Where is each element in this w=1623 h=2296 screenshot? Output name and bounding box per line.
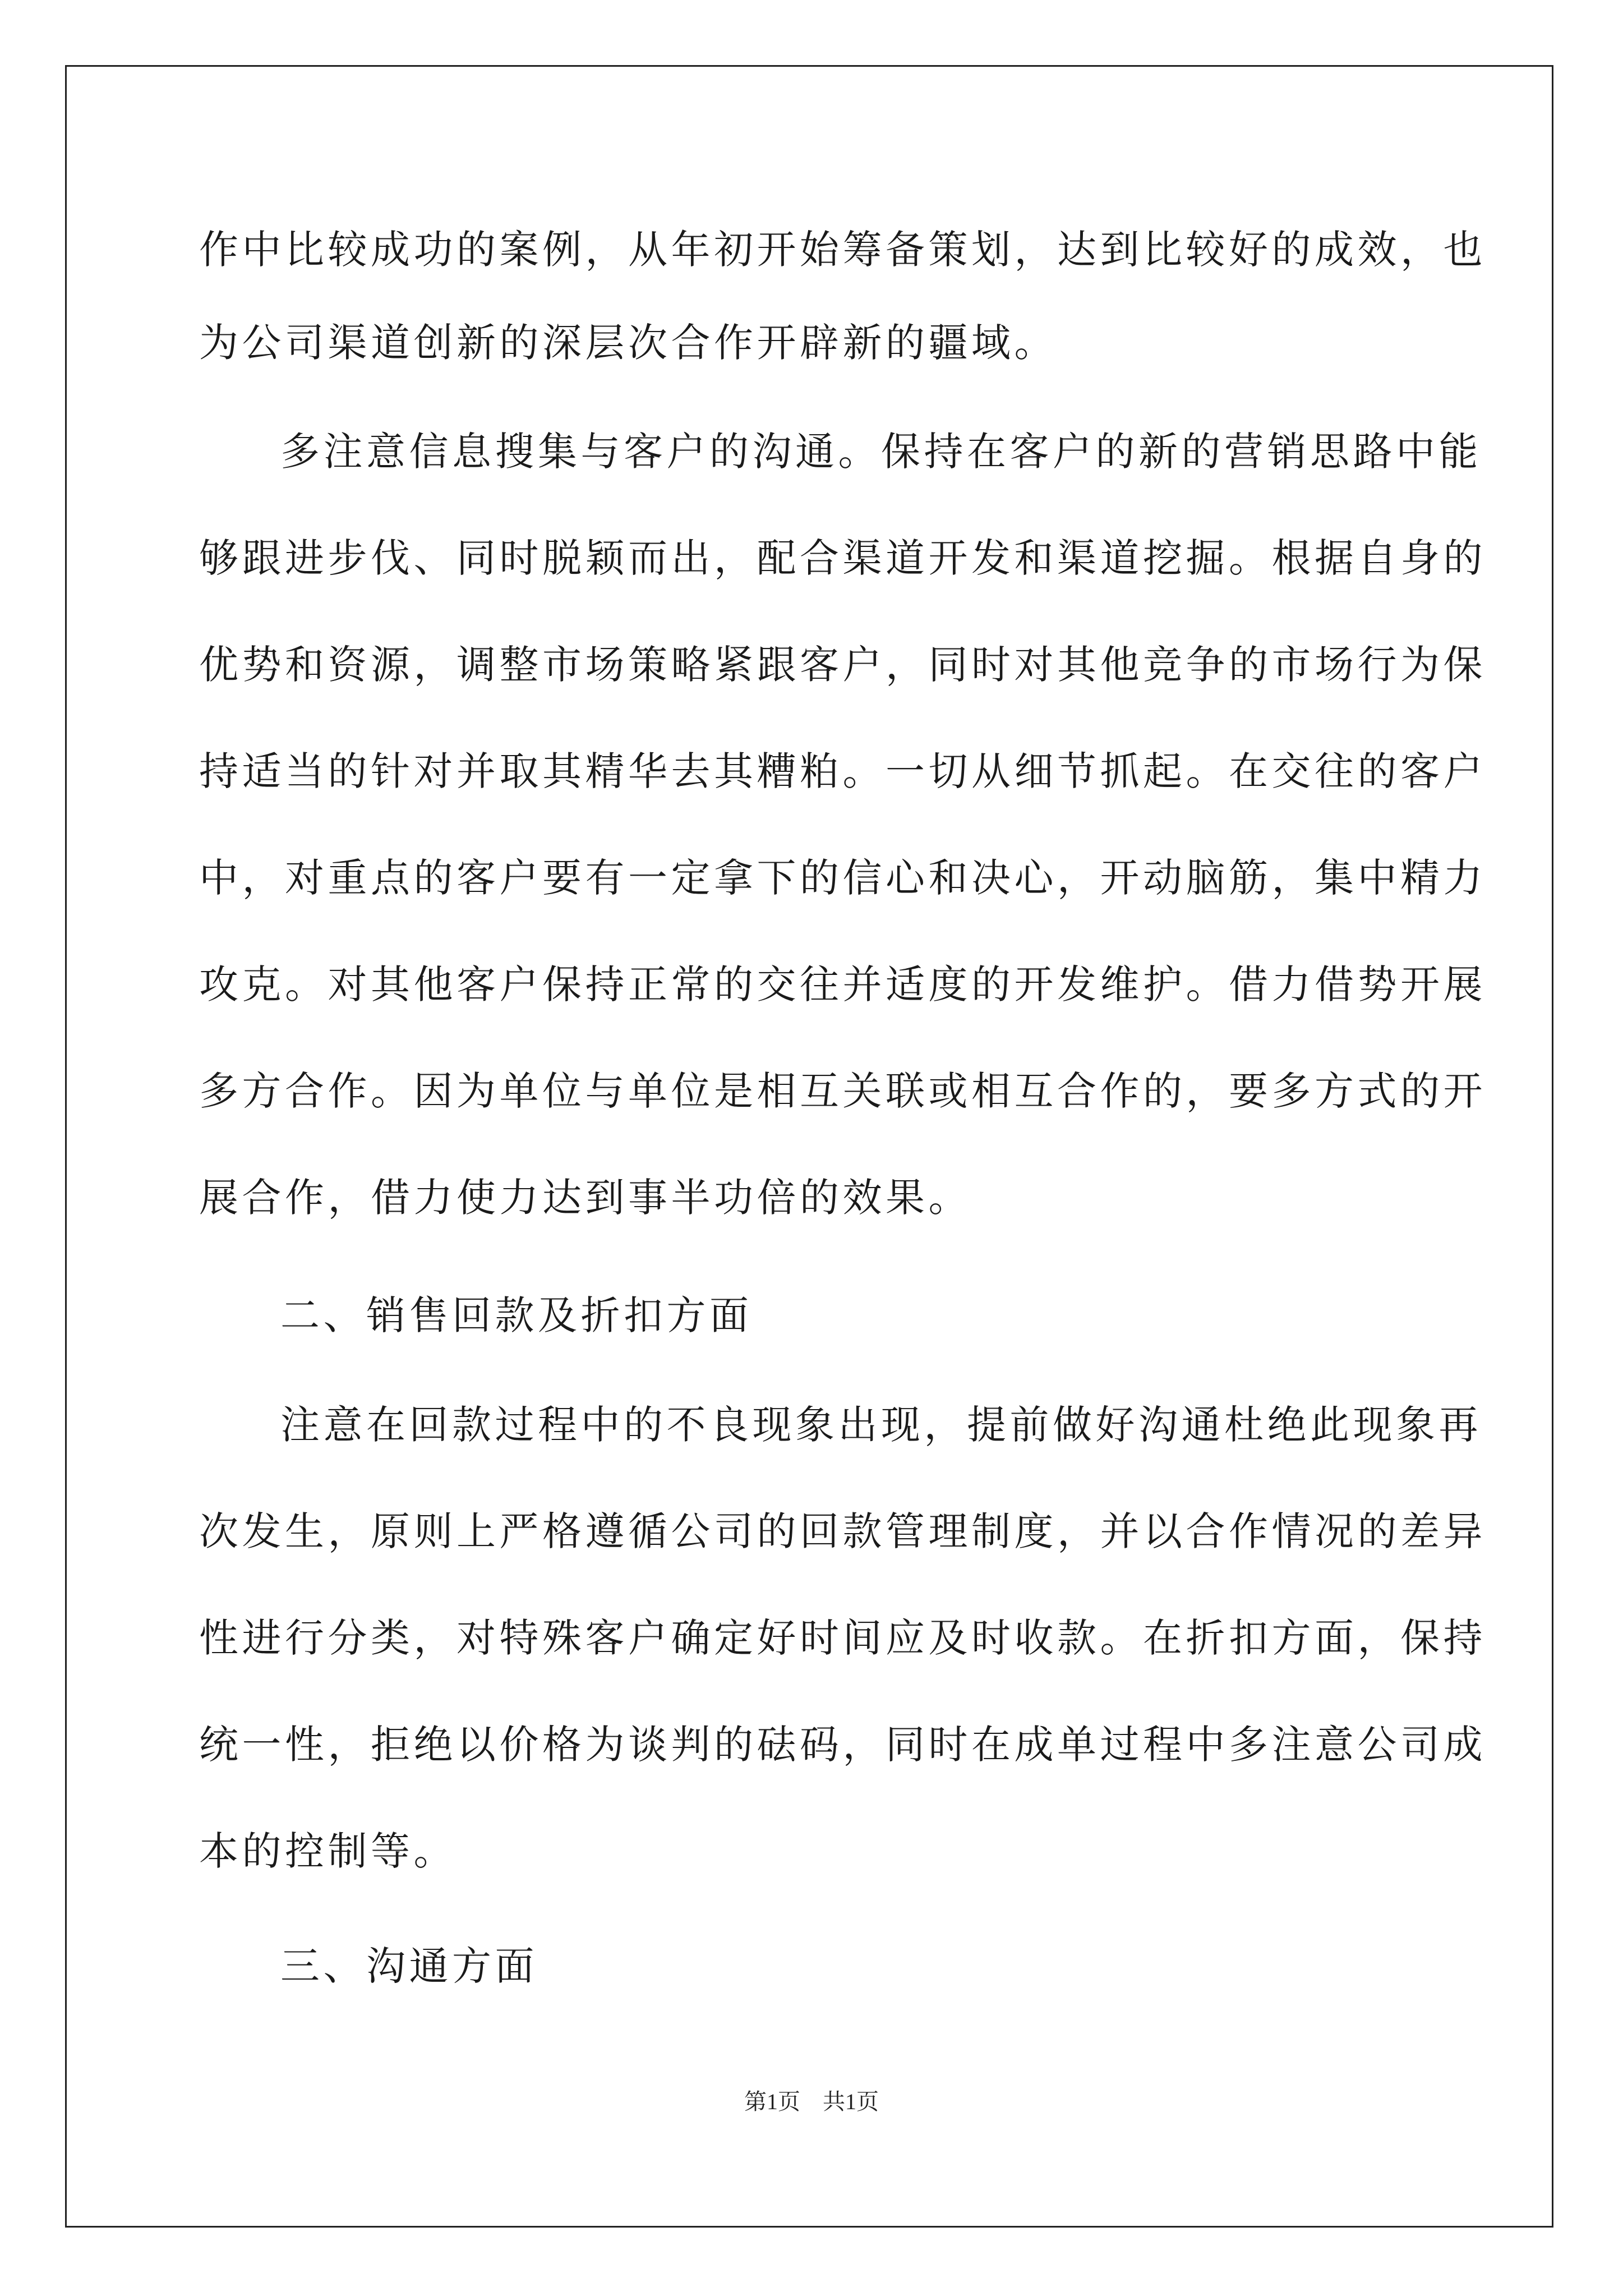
paragraph-1-line-2: 为公司渠道创新的深层次合作开辟新的疆域。: [199, 320, 1057, 366]
paragraph-4-line-1: 注意在回款过程中的不良现象出现，提前做好沟通杜绝此现象再: [280, 1402, 1482, 1448]
paragraph-2-line-2: 够跟进步伐、同时脱颖而出，配合渠道开发和渠道挖掘。根据自身的: [199, 535, 1486, 581]
paragraph-2-line-8: 展合作，借力使力达到事半功倍的效果。: [199, 1175, 971, 1221]
section-heading-communication: 三、沟通方面: [280, 1943, 538, 1989]
paragraph-1-line-1: 作中比较成功的案例，从年初开始筹备策划，达到比较好的成效，也: [199, 227, 1486, 273]
paragraph-2-line-6: 攻克。对其他客户保持正常的交往并适度的开发维护。借力借势开展: [199, 961, 1486, 1007]
page-footer: 第1页 共1页: [744, 2089, 879, 2114]
paragraph-2-line-3: 优势和资源，调整市场策略紧跟客户，同时对其他竞争的市场行为保: [199, 642, 1486, 688]
section-heading-sales-collection: 二、销售回款及折扣方面: [280, 1292, 753, 1338]
paragraph-2-line-7: 多方合作。因为单位与单位是相互关联或相互合作的，要多方式的开: [199, 1068, 1486, 1114]
paragraph-4-line-4: 统一性，拒绝以价格为谈判的砝码，同时在成单过程中多注意公司成: [199, 1722, 1486, 1768]
paragraph-4-line-5: 本的控制等。: [199, 1828, 457, 1874]
page-border: [65, 65, 1553, 2228]
paragraph-2-line-4: 持适当的针对并取其精华去其糟粕。一切从细节抓起。在交往的客户: [199, 748, 1486, 794]
paragraph-2-line-1: 多注意信息搜集与客户的沟通。保持在客户的新的营销思路中能: [280, 429, 1482, 475]
paragraph-4-line-3: 性进行分类，对特殊客户确定好时间应及时收款。在折扣方面，保持: [199, 1615, 1486, 1661]
paragraph-4-line-2: 次发生，原则上严格遵循公司的回款管理制度，并以合作情况的差异: [199, 1508, 1486, 1554]
paragraph-2-line-5: 中，对重点的客户要有一定拿下的信心和决心，开动脑筋，集中精力: [199, 855, 1486, 901]
